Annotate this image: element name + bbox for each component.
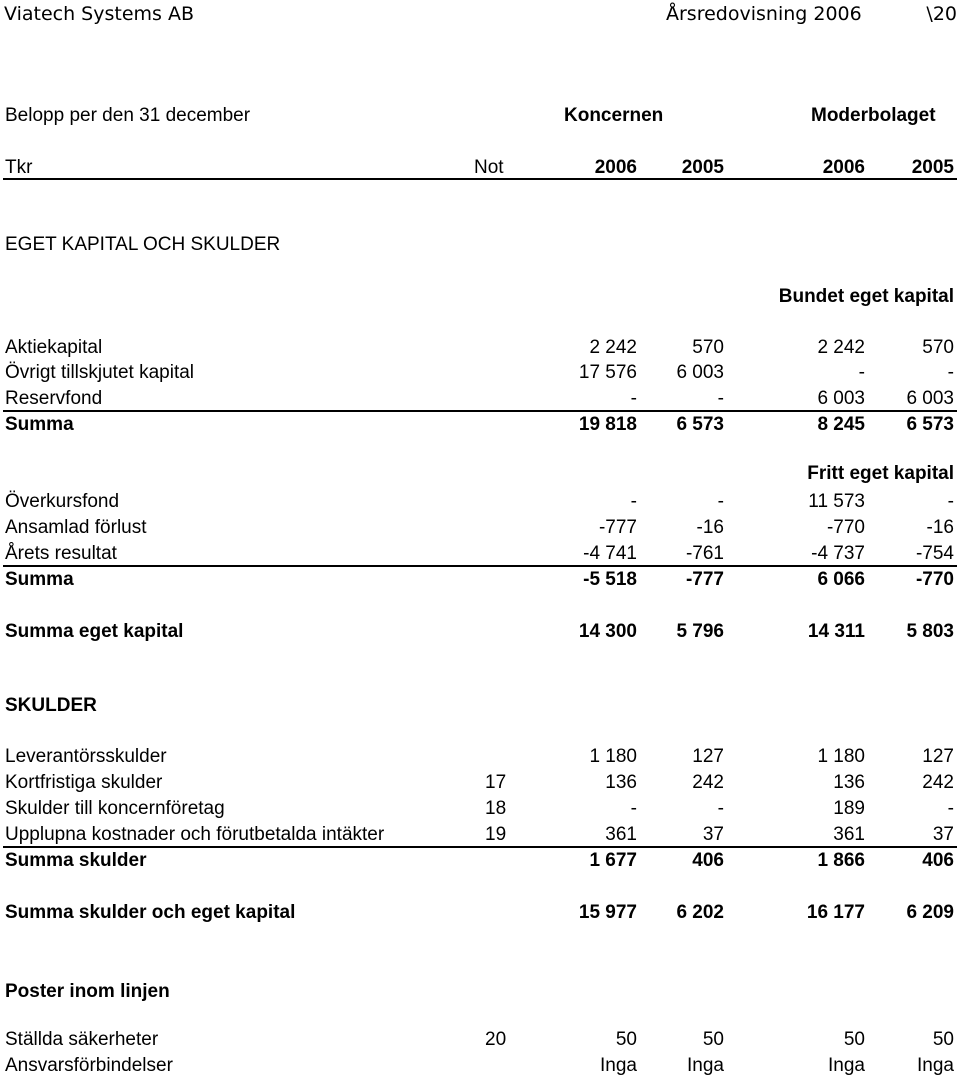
- row-value: 5 803: [906, 621, 954, 642]
- row-value: -777: [685, 569, 724, 590]
- row-value: -: [947, 798, 954, 819]
- free-equity-heading: Fritt eget kapital: [807, 463, 954, 484]
- row-value: 50: [702, 1029, 724, 1050]
- row-label: Årets resultat: [5, 543, 117, 564]
- row-value: -16: [696, 517, 724, 538]
- row-value: 127: [922, 746, 954, 767]
- group-heading: Koncernen: [564, 105, 664, 126]
- row-label: Reservfond: [5, 388, 103, 409]
- row-value: Inga: [828, 1055, 865, 1076]
- row-value: -: [858, 362, 865, 383]
- row-value: 14 300: [578, 621, 637, 642]
- row-value: -770: [915, 569, 954, 590]
- row-value: 50: [615, 1029, 637, 1050]
- row-label: Summa skulder: [5, 850, 147, 871]
- row-value: 50: [932, 1029, 954, 1050]
- row-value: -: [717, 798, 724, 819]
- off-balance-heading: Poster inom linjen: [5, 981, 170, 1002]
- row-value: -754: [915, 543, 954, 564]
- row-value: 6 573: [906, 414, 954, 435]
- row-value: 1 180: [589, 746, 637, 767]
- row-value: 6 066: [817, 569, 865, 590]
- report-title: Årsredovisning 2006: [666, 3, 862, 25]
- row-value: -777: [598, 517, 637, 538]
- year-parent-prior: 2005: [911, 157, 954, 178]
- row-value: 136: [833, 772, 865, 793]
- row-value: -: [630, 491, 637, 512]
- row-value: 6 003: [906, 388, 954, 409]
- row-value: 50: [843, 1029, 865, 1050]
- sum-rule: [3, 846, 957, 848]
- page-number: \20: [926, 3, 957, 25]
- row-value: 6 573: [676, 414, 724, 435]
- row-value: 1 866: [817, 850, 865, 871]
- row-value: 406: [922, 850, 954, 871]
- row-value: Inga: [600, 1055, 637, 1076]
- row-value: 15 977: [578, 902, 637, 923]
- row-note: 20: [485, 1029, 507, 1050]
- row-value: 2 242: [589, 337, 637, 358]
- row-label: Skulder till koncernföretag: [5, 798, 225, 819]
- row-value: 127: [692, 746, 724, 767]
- row-value: 2 242: [817, 337, 865, 358]
- row-value: 16 177: [806, 902, 865, 923]
- row-value: Inga: [687, 1055, 724, 1076]
- restricted-equity-heading: Bundet eget kapital: [778, 286, 954, 307]
- row-label: Summa eget kapital: [5, 621, 184, 642]
- row-value: 11 573: [808, 491, 865, 512]
- sum-rule: [3, 565, 957, 567]
- row-value: 136: [605, 772, 637, 793]
- row-value: 570: [692, 337, 724, 358]
- row-label: Övrigt tillskjutet kapital: [5, 362, 195, 383]
- row-value: -: [947, 491, 954, 512]
- sum-rule: [3, 410, 957, 412]
- row-value: -4 737: [811, 543, 865, 564]
- row-label: Leverantörsskulder: [5, 746, 167, 767]
- row-label: Summa: [5, 569, 74, 590]
- row-value: -4 741: [583, 543, 637, 564]
- row-label: Ansvarsförbindelser: [5, 1055, 173, 1076]
- row-value: -761: [685, 543, 724, 564]
- row-value: 242: [692, 772, 724, 793]
- note-heading: Not: [474, 157, 504, 178]
- row-value: 6 209: [906, 902, 954, 923]
- row-value: 361: [605, 824, 637, 845]
- row-note: 17: [485, 772, 507, 793]
- row-value: 570: [922, 337, 954, 358]
- row-value: 19 818: [578, 414, 637, 435]
- row-value: Inga: [917, 1055, 954, 1076]
- parent-heading: Moderbolaget: [811, 105, 936, 126]
- row-label: Ansamlad förlust: [5, 517, 147, 538]
- row-note: 19: [485, 824, 507, 845]
- year-parent-current: 2006: [822, 157, 865, 178]
- row-value: -: [717, 491, 724, 512]
- year-group-current: 2006: [594, 157, 637, 178]
- section-liabilities: SKULDER: [5, 695, 97, 716]
- row-value: 1 180: [817, 746, 865, 767]
- row-label: Kortfristiga skulder: [5, 772, 163, 793]
- row-value: 8 245: [817, 414, 865, 435]
- row-note: 18: [485, 798, 507, 819]
- row-value: 37: [702, 824, 724, 845]
- row-value: -: [630, 798, 637, 819]
- page-header: [0, 0, 960, 30]
- row-value: 17 576: [578, 362, 637, 383]
- row-label: Upplupna kostnader och förutbetalda intäkter: [5, 824, 385, 845]
- row-label: Överkursfond: [5, 491, 120, 512]
- row-value: -: [630, 388, 637, 409]
- row-value: 14 311: [807, 621, 865, 642]
- row-value: 6 003: [676, 362, 724, 383]
- row-value: -770: [826, 517, 865, 538]
- row-value: -5 518: [583, 569, 637, 590]
- row-value: 6 202: [676, 902, 724, 923]
- unit-label: Tkr: [5, 157, 33, 178]
- company-name: Viatech Systems AB: [4, 3, 194, 25]
- row-value: 361: [833, 824, 865, 845]
- row-label: Ställda säkerheter: [5, 1029, 159, 1050]
- row-value: -16: [926, 517, 954, 538]
- row-value: 5 796: [676, 621, 724, 642]
- row-label: Summa: [5, 414, 74, 435]
- row-value: 189: [833, 798, 865, 819]
- row-value: 242: [922, 772, 954, 793]
- row-label: Aktiekapital: [5, 337, 103, 358]
- row-value: 1 677: [589, 850, 637, 871]
- section-equity-liabilities: EGET KAPITAL OCH SKULDER: [5, 234, 281, 255]
- row-value: 37: [932, 824, 954, 845]
- year-group-prior: 2005: [681, 157, 724, 178]
- row-value: -: [947, 362, 954, 383]
- row-label: Summa skulder och eget kapital: [5, 902, 296, 923]
- row-value: 406: [692, 850, 724, 871]
- row-value: -: [717, 388, 724, 409]
- row-value: 6 003: [817, 388, 865, 409]
- header-rule: [3, 178, 957, 180]
- date-heading: Belopp per den 31 december: [5, 105, 251, 126]
